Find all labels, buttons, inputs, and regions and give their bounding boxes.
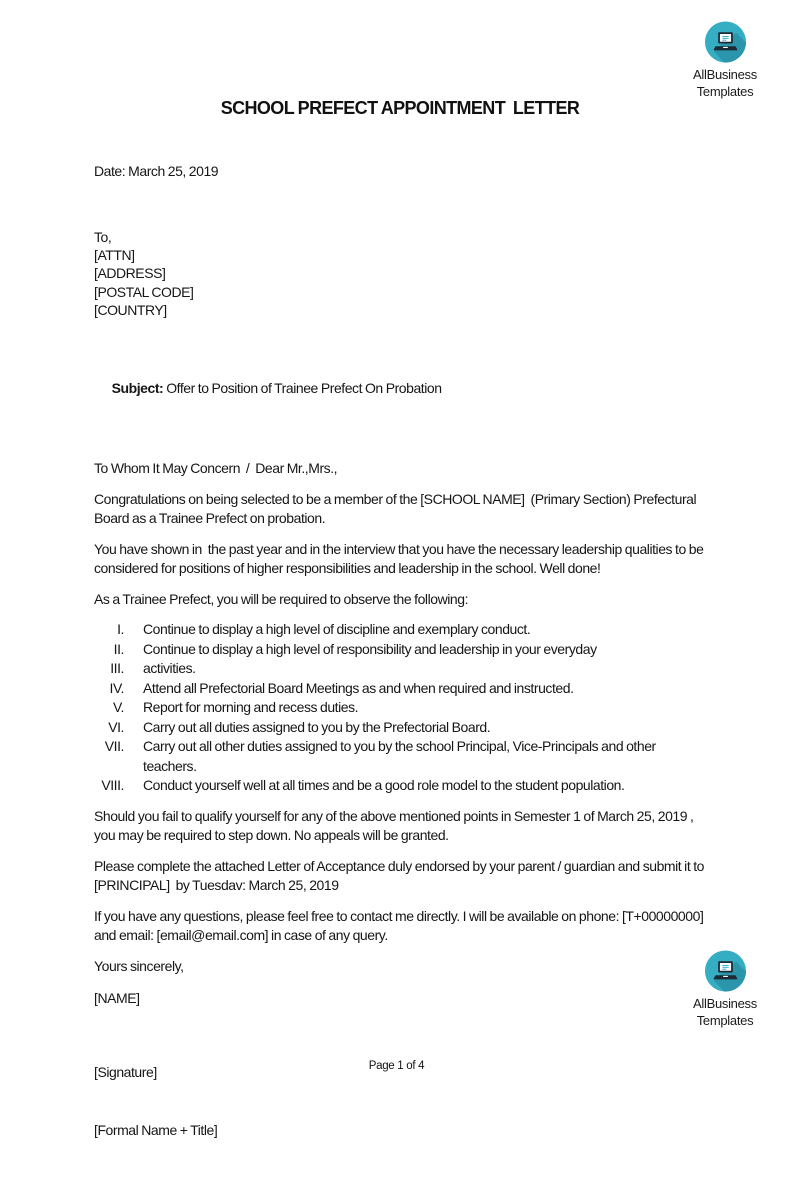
list-item-number: I. xyxy=(117,621,124,638)
list-item xyxy=(94,640,706,660)
sender-name: [NAME] xyxy=(94,990,140,1007)
formal-name-placeholder: [Formal Name + Title] xyxy=(94,1122,218,1139)
paragraph-congratulations: Congratulations on being selected to be a member of the [SCHOOL NAME] (Primary Section) Prefectural Board as a Trainee Prefect on probation. xyxy=(94,490,703,527)
list-item-number: VI. xyxy=(108,718,124,735)
allbusiness-logo-footer xyxy=(681,950,769,1028)
recipient-to: To, xyxy=(94,228,112,245)
list-item xyxy=(94,737,706,776)
paragraph-acceptance: Please complete the attached Letter of Acceptance duly endorsed by your parent / guardian and submit it to [PRINCIPAL] by Tuesdav: March 25, 2019 xyxy=(94,857,707,894)
date-line: Date: March 25, 2019 xyxy=(94,163,219,179)
list-item-text: Carry out all duties assigned to you by the Prefectorial Board. xyxy=(143,718,491,735)
recipient-country: [COUNTRY] xyxy=(94,302,167,319)
recipient-attn: [ATTN] xyxy=(94,246,135,263)
list-item-text: Carry out all other duties assigned to you by the school Principal, Vice-Principals and other teachers. xyxy=(143,738,659,774)
duties-list xyxy=(94,620,706,796)
subject-label: Subject: xyxy=(111,380,164,397)
list-item-text: Conduct yourself well at all times and be a good role model to the student population. xyxy=(143,777,625,794)
paragraph-disqualification: Should you fail to qualify yourself for any of the above mentioned points in Semester 1 of March 25, 2019 , you may be required to step down. No appeals will be granted. xyxy=(94,807,697,844)
list-item-text: activities. xyxy=(143,660,196,677)
list-item-number: IV. xyxy=(109,679,124,696)
list-item-text: Attend all Prefectorial Board Meetings as and when required and instructed. xyxy=(143,679,574,696)
list-item xyxy=(94,718,706,738)
recipient-postal-code: [POSTAL CODE] xyxy=(94,283,194,300)
list-item-text: Continue to display a high level of responsibility and leadership in your everyday xyxy=(143,640,597,657)
list-item-number: III. xyxy=(110,660,124,677)
recipient-address: [ADDRESS] xyxy=(94,265,166,282)
page-number: Page 1 of 4 xyxy=(368,1060,425,1072)
list-item-number: II. xyxy=(113,640,124,657)
paragraph-list-intro: As a Trainee Prefect, you will be required to observe the following: xyxy=(94,590,469,607)
paragraph-contact: If you have any questions, please feel free to contact me directly. I will be available on phone: [T+00000000] and email: [email@email.com] in case of any query. xyxy=(94,907,707,944)
list-item xyxy=(94,620,706,640)
subject-text: Offer to Position of Trainee Prefect On Probation xyxy=(163,380,442,397)
signature-block xyxy=(94,1024,706,1180)
subject-line xyxy=(94,360,706,419)
salutation: To Whom It May Concern / Dear Mr.,Mrs., xyxy=(94,460,338,477)
signature-placeholder: [Signature] xyxy=(94,1063,157,1080)
list-item-text: Continue to display a high level of discipline and exemplary conduct. xyxy=(143,621,531,638)
letter-body xyxy=(94,0,710,1180)
logo-text-line2: Templates xyxy=(696,1012,754,1028)
list-item-number: V. xyxy=(112,699,124,716)
closing: Yours sincerely, xyxy=(94,957,184,974)
paragraph-leadership: You have shown in the past year and in the interview that you have the necessary leadership qualities to be considered for positions of higher responsibilities and leadership in the school. Well done! xyxy=(94,540,710,577)
recipient-block xyxy=(94,228,706,320)
document-title: SCHOOL PREFECT APPOINTMENT LETTER xyxy=(220,98,580,118)
list-item xyxy=(94,698,706,718)
list-item xyxy=(94,776,706,796)
list-item-number: VII. xyxy=(104,738,124,755)
list-item-number: VIII. xyxy=(101,777,124,794)
list-item xyxy=(94,659,706,679)
logo-text-line1: AllBusiness xyxy=(693,67,757,82)
list-item-text: Report for morning and recess duties. xyxy=(143,699,359,716)
logo-text-line1: AllBusiness xyxy=(693,996,757,1011)
logo-text-line2: Templates xyxy=(696,83,754,99)
laptop-icon xyxy=(703,950,748,995)
list-item xyxy=(94,679,706,699)
laptop-icon xyxy=(703,21,748,66)
